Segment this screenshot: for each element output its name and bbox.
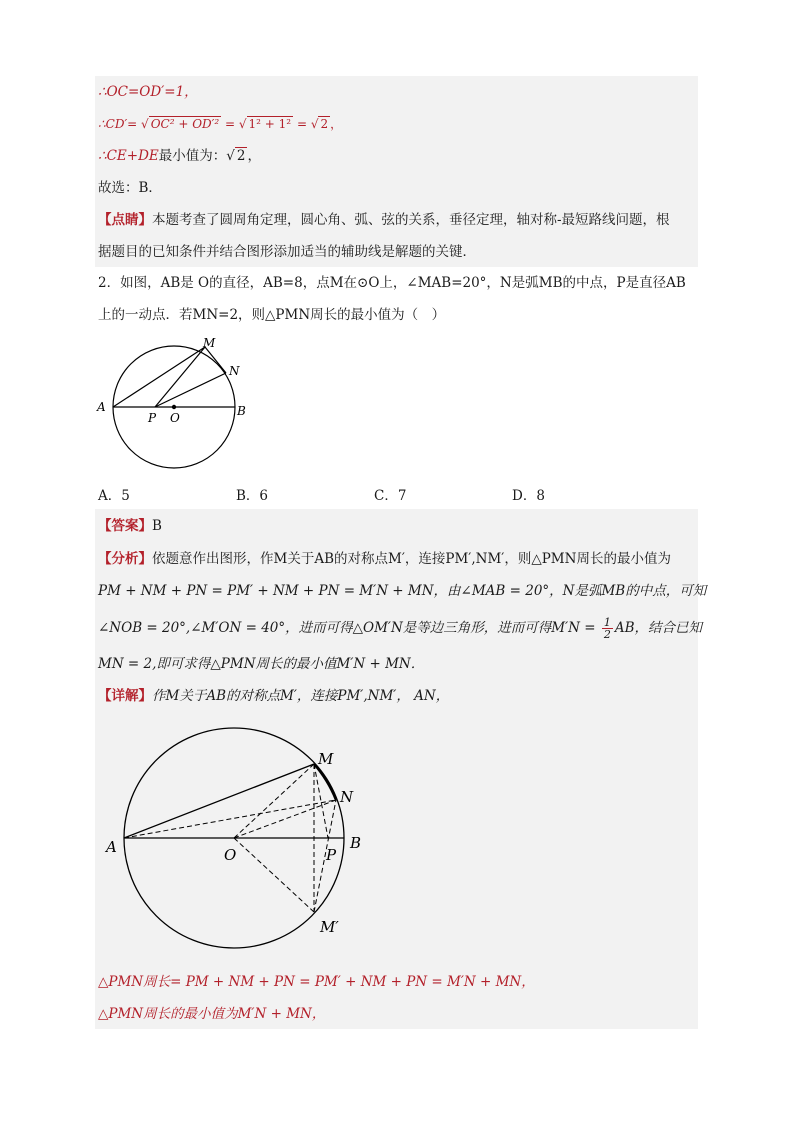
detail-line-1: 【详解】作M关于AB的对称点M′，连接PM′,NM′， AN， — [98, 688, 450, 704]
analysis-line-2: PM + NM + PN = PM′ + NM + PN = M′N + MN，由∠MAB = 20°，N是弧MB的中点，可知 — [98, 583, 707, 599]
question-line-2: 上的一动点．若MN=2，则△PMN周长的最小值为（ ） — [98, 307, 446, 323]
detail-label-O: O — [224, 846, 237, 864]
question-figure — [95, 335, 255, 475]
detail-label-B: B — [350, 834, 362, 852]
solution-line-1: ∴OC=OD′=1， — [98, 84, 198, 100]
label-O: O — [170, 411, 180, 425]
label-A: A — [97, 400, 106, 414]
detail-label-P: P — [326, 846, 337, 864]
comment-line-1: 【点睛】本题考查了圆周角定理，圆心角、弧、弦的关系，垂径定理，轴对称-最短路线问题，根 — [98, 212, 670, 228]
detail-label-Mprime: M′ — [320, 918, 339, 936]
detail-figure — [100, 720, 380, 950]
solution-block-shade — [95, 76, 698, 267]
fraction-one-half: $\frac{1}{2}$ — [603, 616, 611, 641]
answer-line: 【答案】B — [98, 518, 162, 534]
analysis-line-1: 【分析】依题意作出图形，作M关于AB的对称点M′，连接PM′,NM′，则△PMN周长的最小值为 — [98, 551, 671, 567]
solution-line-3: ∴CE+DE最小值为：√ 2 ， — [98, 148, 261, 164]
choice-c[interactable]: C．7 — [374, 488, 407, 504]
label-B: B — [237, 404, 246, 418]
solution-choose: 故选：B． — [98, 180, 162, 196]
choice-b[interactable]: B．6 — [236, 488, 269, 504]
choice-d[interactable]: D．8 — [512, 488, 545, 504]
question-line-1: 2．如图，AB是 O的直径，AB=8，点M在⊙O上，∠MAB=20°，N是弧MB的中点，P是直径AB — [98, 275, 686, 291]
solution-line-2: ∴CD′= √ OC² + OD′² = √ 1² + 1² = √ 2 ， — [98, 117, 343, 131]
detail-label-N: N — [340, 788, 354, 806]
detail-label-A: A — [106, 838, 117, 856]
label-N: N — [229, 364, 240, 378]
choice-a[interactable]: A．5 — [98, 488, 130, 504]
label-M: M — [203, 336, 216, 350]
label-P: P — [148, 411, 157, 425]
analysis-line-4: MN = 2,即可求得△PMN周长的最小值M′N + MN． — [98, 656, 425, 672]
comment-line-2: 据题目的已知条件并结合图形添加适当的辅助线是解题的关键． — [98, 244, 476, 260]
detail-label-M: M — [318, 750, 334, 768]
detail-line-3: △PMN周长的最小值为M′N + MN， — [98, 1006, 326, 1022]
detail-line-2: △PMN周长= PM + NM + PN = PM′ + NM + PN = M′N + MN， — [98, 974, 535, 990]
analysis-line-3: ∠NOB = 20°,∠M′ON = 40°，进而可得△OM′N是等边三角形，进而可得M′N = $\frac{1}{2}$ AB，结合已知 — [98, 616, 703, 641]
